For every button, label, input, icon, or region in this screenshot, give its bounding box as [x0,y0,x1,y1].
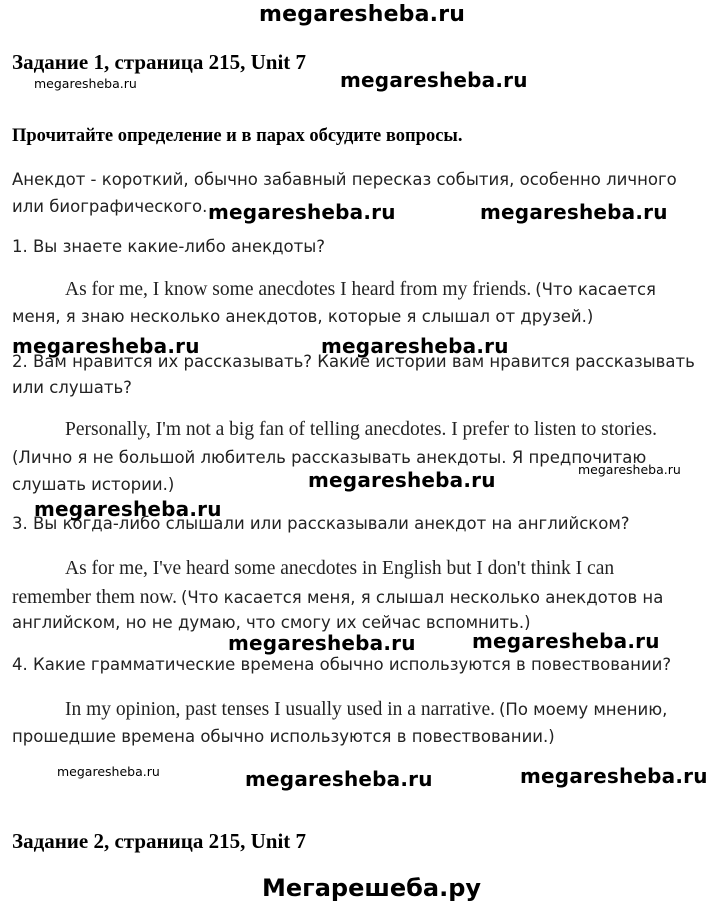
task2-heading: Задание 2, страница 215, Unit 7 [12,829,307,853]
watermark-mark: megaresheba.ru [208,200,396,224]
definition-line: Анекдот - короткий, обычно забавный пересказ события, особенно личного [12,170,677,189]
watermark-mark: megaresheba.ru [480,200,668,224]
watermark-mark: megaresheba.ru [578,462,681,477]
definition-line: или биографического. [12,197,208,216]
task1-heading: Задание 1, страница 215, Unit 7 [12,50,307,74]
answer-3-en-line-1: As for me, I've heard some anecdotes in English but I don't think I can [65,558,615,579]
answer-ru: (Что касается меня, я слышал несколько анекдотов на [180,588,664,607]
answer-2-ru-line-2: (Лично я не большой любитель рассказывать анекдоты. Я предпочитаю [12,448,647,467]
watermark-mark: megaresheba.ru [34,497,222,521]
watermark-mark: megaresheba.ru [520,764,708,788]
question-2-line-1: 2. Вам нравится их рассказывать? Какие истории вам нравится рассказывать [12,352,695,371]
watermark-mark: megaresheba.ru [34,76,137,91]
watermark-mark: megaresheba.ru [228,631,416,655]
question-2-line-2: или слушать? [12,378,132,397]
watermark-mark: megaresheba.ru [340,68,528,92]
answer-4-line-1 [65,699,667,721]
question-3: 3. Вы когда-либо слышали или рассказывали анекдот на английском? [12,514,630,533]
watermark-mark: megaresheba.ru [12,334,200,358]
task-instruction: Прочитайте определение и в парах обсудите вопросы. [12,126,463,146]
answer-2-ru-line-3: слушать истории.) [12,475,175,494]
watermark-top: megaresheba.ru [259,2,466,27]
question-1: 1. Вы знаете какие-либо анекдоты? [12,237,325,256]
watermark-mark: megaresheba.ru [472,629,660,653]
answer-2-en: Personally, I'm not a big fan of telling anecdotes. I prefer to listen to stories. [65,419,657,440]
watermark-mark: megaresheba.ru [57,764,160,779]
watermark-mark: megaresheba.ru [245,767,433,791]
answer-3-ru-line-3: английском, но не думаю, что смогу их сейчас вспомнить.) [12,613,531,632]
answer-1-line-1 [65,279,656,301]
watermark-mark: megaresheba.ru [308,468,496,492]
watermark-footer: Мегарешеба.ру [262,874,482,902]
answer-1-line-2: меня, я знаю несколько анекдотов, которые я слышал от друзей.) [12,307,594,326]
answer-ru: (По моему мнению, [499,700,668,719]
answer-en: As for me, I know some anecdotes I heard from my friends. [65,279,532,300]
answer-en: In my opinion, past tenses I usually used in a narrative. [65,699,495,720]
answer-3-line-2 [12,587,663,609]
watermark-mark: megaresheba.ru [321,334,509,358]
answer-4-ru-line-2: прошедшие времена обычно используются в повествовании.) [12,727,555,746]
answer-en: remember them now. [12,587,177,608]
answer-ru: (Что касается [535,280,656,299]
question-4: 4. Какие грамматические времена обычно используются в повествовании? [12,655,672,674]
